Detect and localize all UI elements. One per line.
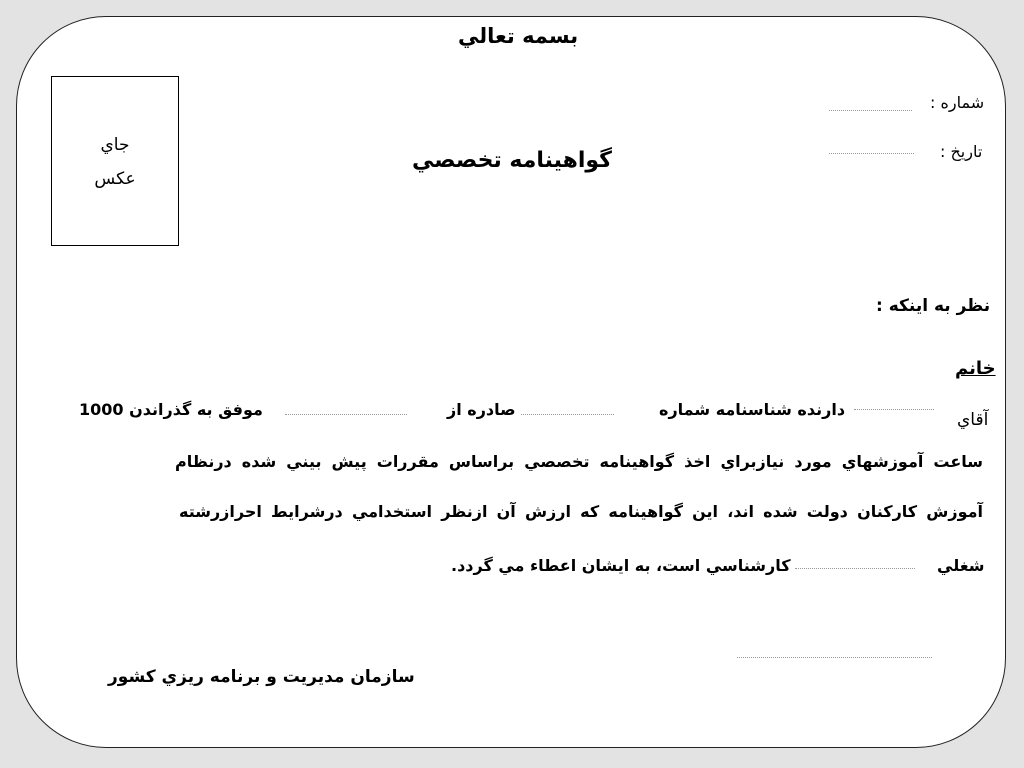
- number-field-line: [829, 110, 912, 111]
- id-number-field-line: [521, 414, 614, 415]
- name-field-line: [854, 409, 934, 410]
- photo-label-line1: جاي: [100, 135, 130, 155]
- photo-placeholder-box: [51, 76, 179, 246]
- body-line-4-end: كارشناسي است، به ايشان اعطاء مي گردد.: [451, 556, 791, 575]
- issuing-organization: سازمان مديريت و برنامه ريزي كشور: [108, 667, 415, 687]
- job-title-field-line: [795, 568, 915, 569]
- title-female: خانم: [955, 358, 996, 379]
- date-label: تاريخ :: [940, 142, 983, 161]
- issued-from-text: صادره از: [447, 400, 516, 419]
- date-field-line: [829, 153, 914, 154]
- number-label: شماره :: [930, 93, 985, 112]
- job-label: شغلي: [937, 556, 985, 575]
- signature-line: [737, 657, 932, 658]
- passed-hours-text: موفق به گذراندن 1000: [79, 400, 263, 419]
- basmala: بسمه تعالي: [458, 24, 579, 48]
- issued-place-field-line: [285, 414, 407, 415]
- photo-label-line2: عكس: [94, 169, 136, 189]
- title-male: آقاي: [957, 410, 989, 430]
- body-line-3: آموزش كاركنان دولت شده اند، اين گواهينامه كه ارزش آن ازنظر استخدامي درشرايط احرازرشته: [179, 502, 983, 521]
- body-line-2: ساعت آموزشهاي مورد نيازبراي اخذ گواهينامه تخصصي براساس مقررات پيش بيني شده درنظام: [175, 452, 983, 471]
- id-holder-text: دارنده شناسنامه شماره: [659, 400, 846, 419]
- whereas-label: نظر به اينكه :: [876, 296, 991, 316]
- certificate-title: گواهينامه تخصصي: [412, 148, 612, 173]
